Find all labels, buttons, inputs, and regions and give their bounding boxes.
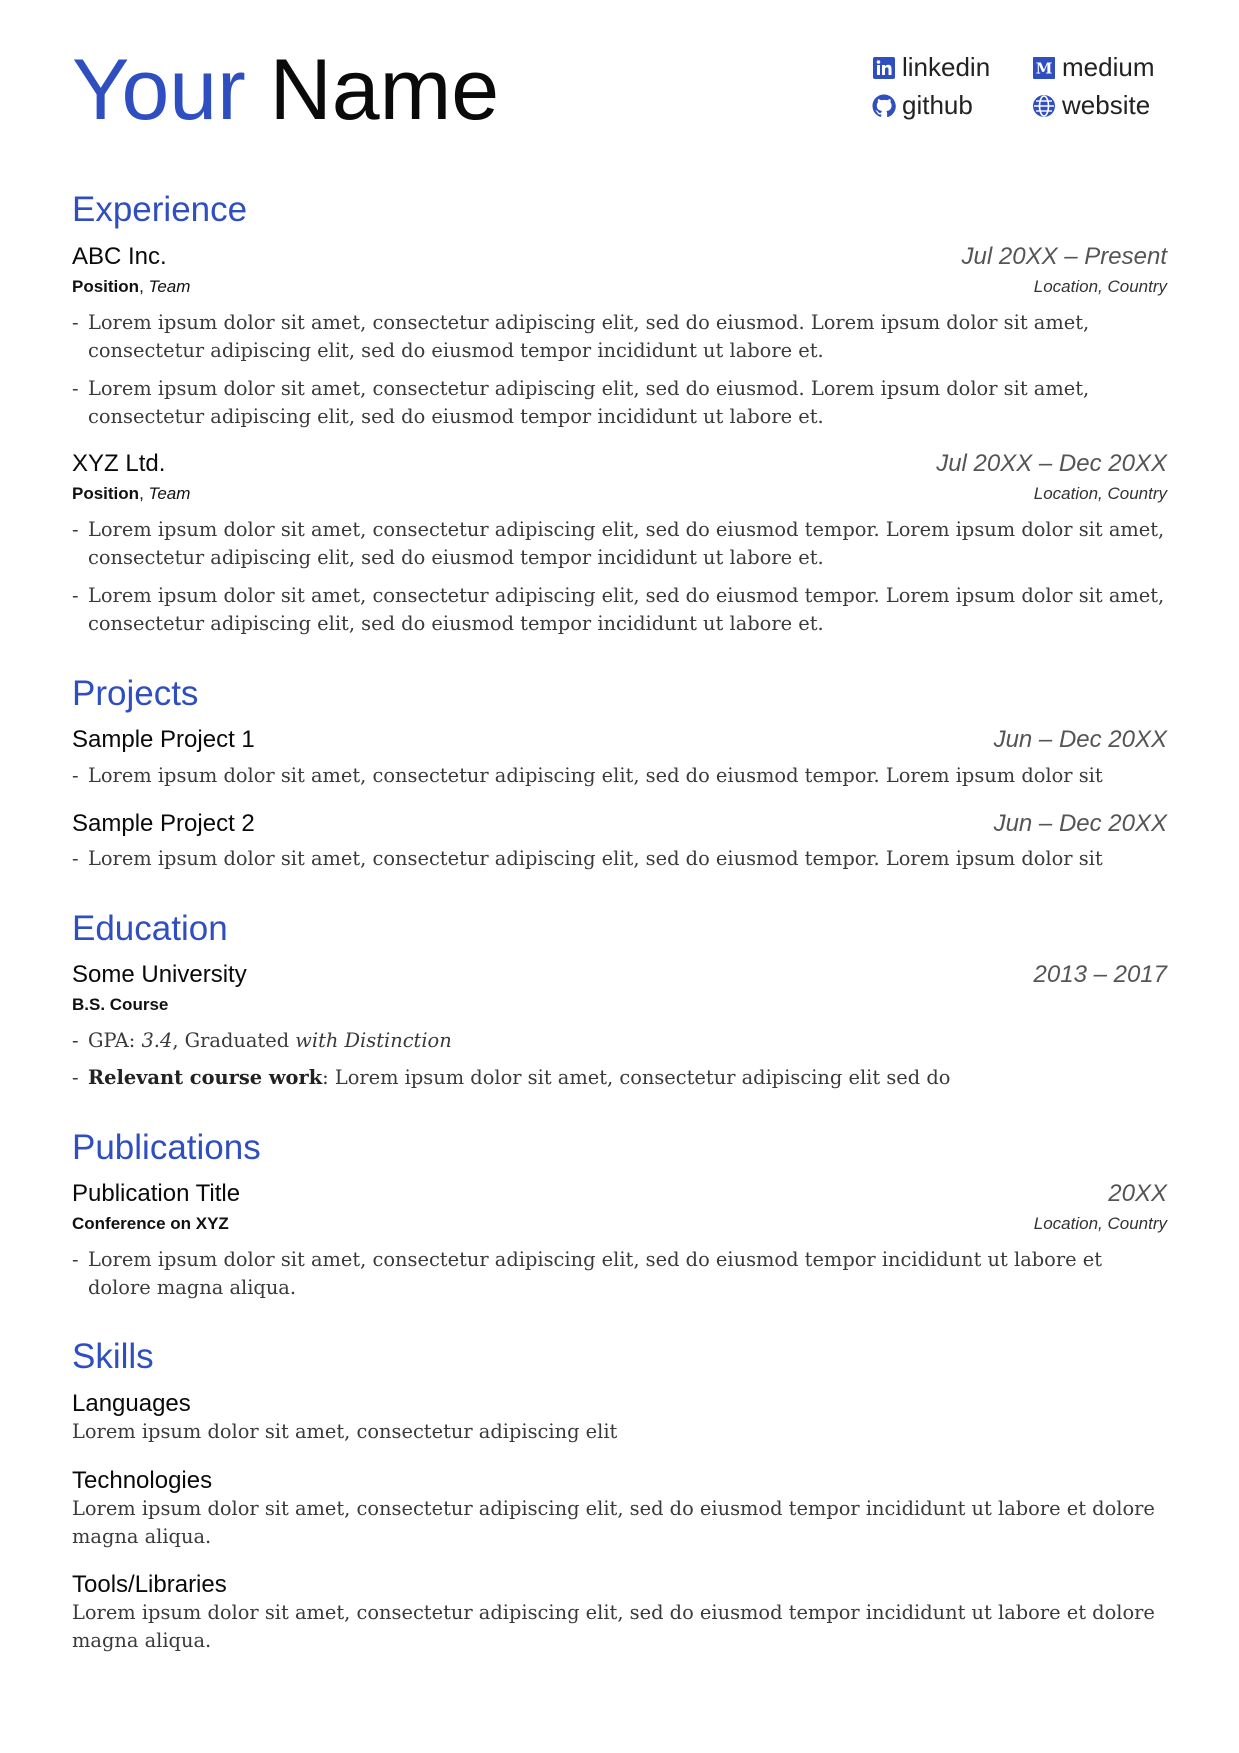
publication-location: Location, Country [1033, 1214, 1167, 1233]
projects-heading: Projects [72, 674, 199, 713]
experience-position: Position, Team [72, 277, 191, 296]
experience-dates: Jul 20XX – Dec 20XX [936, 450, 1167, 477]
list-item: - GPA: 3.4, Graduated with Distinction [72, 1029, 452, 1052]
github-icon [872, 94, 896, 118]
project-name: Sample Project 2 [72, 810, 255, 837]
skills-heading: Skills [72, 1337, 154, 1376]
project-dates: Jun – Dec 20XX [993, 810, 1167, 837]
list-item: - Lorem ipsum dolor sit amet, consectetur adipiscing elit, sed do eiusmod tempor incididunt ut labore et dolore magna aliqua. [72, 1248, 1103, 1299]
skill-group-text: Lorem ipsum dolor sit amet, consectetur adipiscing elit, sed do eiusmod tempor incididunt ut labore et dolore magna aliqua. [72, 1497, 1155, 1548]
publication-year: 20XX [1108, 1180, 1167, 1207]
github-link[interactable] [872, 90, 973, 121]
list-item: - Lorem ipsum dolor sit amet, consectetur adipiscing elit, sed do eiusmod tempor. Lorem ipsum dolor sit amet, consectetur adipiscing elit, sed do eiusmod tempor incididunt ut labore et. [72, 584, 1165, 635]
website-link[interactable] [1032, 90, 1150, 121]
globe-icon [1032, 94, 1056, 118]
skill-group-text: Lorem ipsum dolor sit amet, consectetur adipiscing elit, sed do eiusmod tempor incididunt ut labore et dolore magna aliqua. [72, 1601, 1155, 1652]
publication-title: Publication Title [72, 1180, 241, 1207]
medium-label: medium [1062, 52, 1155, 82]
publications-heading: Publications [72, 1128, 261, 1167]
publication-venue: Conference on XYZ [72, 1214, 229, 1233]
list-item: - Lorem ipsum dolor sit amet, consectetur adipiscing elit, sed do eiusmod tempor. Lorem ipsum dolor sit [72, 764, 1103, 787]
experience-location: Location, Country [1033, 484, 1167, 503]
experience-location: Location, Country [1033, 277, 1167, 296]
list-item: - Lorem ipsum dolor sit amet, consectetur adipiscing elit, sed do eiusmod tempor. Lorem ipsum dolor sit amet, consectetur adipiscing elit, sed do eiusmod tempor incididunt ut labore et. [72, 518, 1165, 569]
experience-position: Position, Team [72, 484, 191, 503]
degree: B.S. Course [72, 995, 169, 1014]
linkedin-link[interactable] [872, 52, 990, 83]
education-heading: Education [72, 909, 228, 948]
name-heading [72, 40, 499, 140]
experience-org: XYZ Ltd. [72, 450, 166, 477]
skill-group-name: Tools/Libraries [72, 1571, 227, 1598]
project-name: Sample Project 1 [72, 726, 255, 753]
skill-group-name: Languages [72, 1390, 191, 1417]
skill-group-name: Technologies [72, 1467, 213, 1494]
experience-dates: Jul 20XX – Present [961, 243, 1167, 270]
list-item: - Lorem ipsum dolor sit amet, consectetur adipiscing elit, sed do eiusmod. Lorem ipsum dolor sit amet, consectetur adipiscing elit, sed do eiusmod tempor incididunt ut labore et. [72, 377, 1090, 428]
last-name: Name [269, 42, 500, 138]
svg-text:M: M [1035, 59, 1053, 77]
experience-heading: Experience [72, 190, 248, 229]
education-dates: 2013 – 2017 [1033, 961, 1167, 988]
linkedin-icon [872, 56, 896, 80]
github-label: github [902, 90, 973, 120]
website-label: website [1062, 90, 1151, 120]
list-item: - Lorem ipsum dolor sit amet, consectetur adipiscing elit, sed do eiusmod. Lorem ipsum dolor sit amet, consectetur adipiscing elit, sed do eiusmod tempor incididunt ut labore et. [72, 311, 1090, 362]
linkedin-label: linkedin [902, 52, 991, 82]
list-item: - Relevant course work: Lorem ipsum dolor sit amet, consectetur adipiscing elit sed do [72, 1066, 951, 1089]
medium-link[interactable] [1032, 52, 1154, 83]
list-item: - Lorem ipsum dolor sit amet, consectetur adipiscing elit, sed do eiusmod tempor. Lorem ipsum dolor sit [72, 847, 1103, 870]
medium-icon [1032, 56, 1056, 80]
first-name: Your [72, 42, 246, 138]
skill-group-text: Lorem ipsum dolor sit amet, consectetur adipiscing elit [72, 1420, 618, 1443]
experience-org: ABC Inc. [72, 243, 167, 270]
school-name: Some University [72, 961, 247, 988]
project-dates: Jun – Dec 20XX [993, 726, 1167, 753]
contact-links [872, 52, 1172, 132]
